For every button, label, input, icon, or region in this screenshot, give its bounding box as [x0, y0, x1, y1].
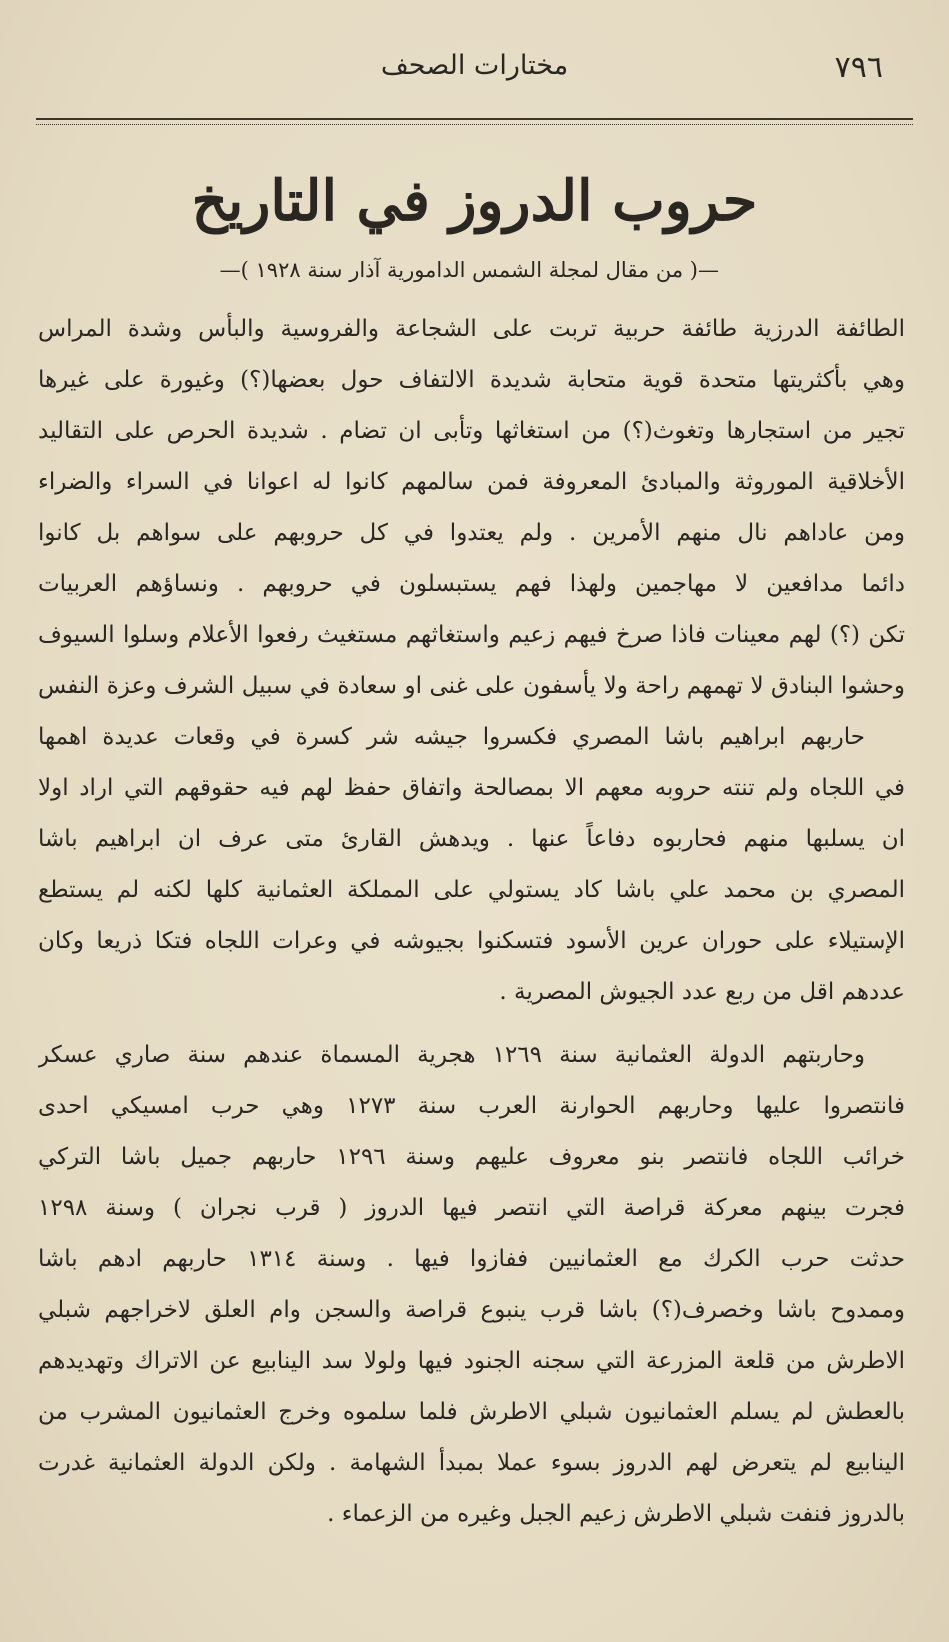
text-line: دائما مدافعين لا مهاجمين ولهذا فهم يستبسلون في حروبهم . ونساؤهم العربيات: [38, 571, 905, 597]
text-line: الإستيلاء على حوران عرين الأسود فتسكنوا بجيوشه في وعرات اللجاه فتكا ذريعا وكان: [38, 928, 905, 954]
article-body: [38, 304, 905, 1540]
text-line: في اللجاه ولم تنته حروبه معهم الا بمصالحة واتفاق حفظ لهم فيه حقوقهم التي اراد اولا: [38, 775, 905, 801]
text-line: ان يسلبها منهم فحاربوه دفاعاً عنها . ويدهش القارئ متى عرف ان ابراهيم باشا: [38, 826, 905, 852]
text-line: تكن (؟) لهم معينات فاذا صرخ فيهم زعيم واستغاثهم مستغيث رفعوا الأعلام وسلوا السيوف: [38, 622, 905, 648]
text-line: خرائب اللجاه فانتصر بنو معروف عليهم وسنة ١٢٩٦ حاربهم جميل باشا التركي: [38, 1144, 905, 1170]
text-line: حدثت حرب الكرك مع العثمانيين ففازوا فيها . وسنة ١٣١٤ حاربهم ادهم باشا: [38, 1246, 905, 1272]
text-line: فانتصروا عليها وحاربهم الحوارنة العرب سنة ١٢٧٣ وهي حرب امسيكي احدى: [38, 1093, 905, 1119]
text-line: المصري بن محمد علي باشا كاد يستولي على المملكة العثمانية كلها لكنه لم يستطع: [38, 877, 905, 903]
article-title: حروب الدروز في التاريخ: [191, 168, 758, 234]
text-line: الينابيع لم يتعرض لهم الدروز بسوء عملا بمبدأ الشهامة . ولكن الدولة العثمانية غدرت: [38, 1450, 905, 1476]
text-line: حاربهم ابراهيم باشا المصري فكسروا جيشه شر كسرة في وقعات عديدة اهمها: [38, 724, 865, 750]
text-line: ومن عاداهم نال منهم الأمرين . ولم يعتدوا في كل حروبهم على سواهم بل كانوا: [38, 520, 905, 546]
text-line: فجرت بينهم معركة قراصة التي انتصر فيها الدروز ( قرب نجران ) وسنة ١٢٩٨: [38, 1195, 905, 1221]
text-line: الطائفة الدرزية طائفة حربية تربت على الشجاعة والفروسية والبأس وشدة المراس: [38, 316, 905, 342]
text-line: الأخلاقية الموروثة والمبادئ المعروفة فمن سالمهم كانوا له اعوانا في السراء والضراء: [38, 469, 905, 495]
paragraph-gap: [38, 1018, 905, 1030]
source-attribution: —( من مقال لمجلة الشمس الدامورية آذار سنة ١٩٢٨ )—: [219, 258, 719, 282]
text-line: بالعطش لم يسلم العثمانيون شبلي الاطرش فلما سلموه وخرج العثمانيون المشرب من: [38, 1399, 905, 1425]
text-line: الاطرش من قلعة المزرعة التي سجنه الجنود فيها ولولا سد الينابيع عن الاتراك وتهديدهم: [38, 1348, 905, 1374]
text-line: وممدوح باشا وخصرف(؟) باشا قرب ينبوع قراصة والسجن وام العلق لاخراجهم شبلي: [38, 1297, 905, 1323]
text-line: وحاربتهم الدولة العثمانية سنة ١٢٦٩ هجرية المسماة عندهم سنة صاري عسكر: [38, 1042, 865, 1068]
text-line: تجير من استجارها وتغوث(؟) من استغاثها وتأبى ان تضام . شديدة الحرص على التقاليد: [38, 418, 905, 444]
page-number: ٧٩٦: [834, 50, 883, 85]
page-header: [36, 50, 913, 96]
text-line: عددهم اقل من ربع عدد الجيوش المصرية .: [499, 979, 905, 1005]
header-rule: [36, 118, 913, 125]
text-line: وهي بأكثريتها متحدة قوية متحابة شديدة الالتفاف حول بعضها(؟) وغيورة على غيرها: [38, 367, 905, 393]
text-line: بالدروز فنفت شبلي الاطرش زعيم الجبل وغيره من الزعماء .: [327, 1501, 905, 1527]
running-title: مختارات الصحف: [380, 50, 569, 81]
text-line: وحشوا البنادق لا تهمهم راحة ولا يأسفون على غنى او سعادة في سبيل الشرف وعزة النفس: [38, 673, 905, 699]
